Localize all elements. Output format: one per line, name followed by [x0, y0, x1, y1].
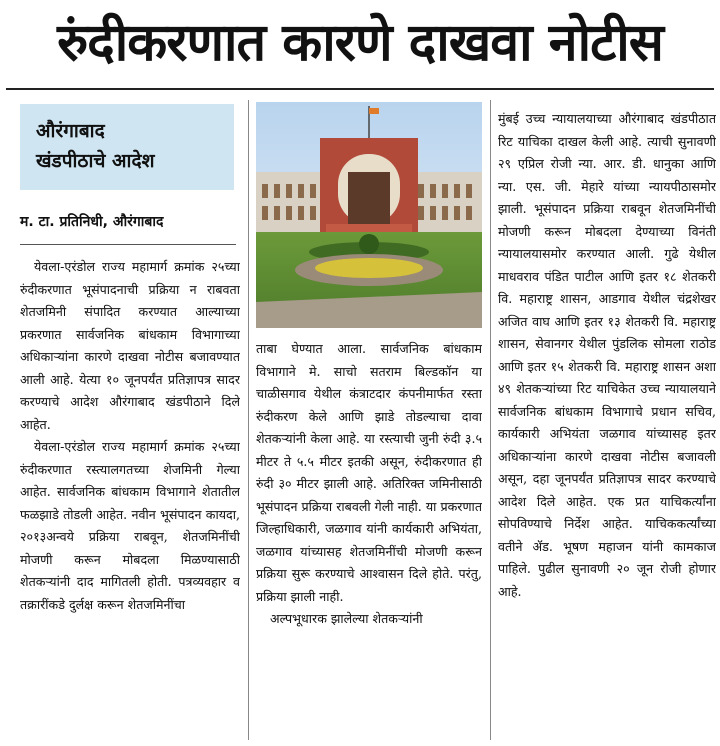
- article-column-3: [498, 108, 716, 744]
- kicker-line-1: औरंगाबाद: [36, 120, 105, 142]
- column-divider-2: [490, 100, 491, 740]
- article-column-2: [256, 338, 482, 744]
- kicker-box: [20, 104, 234, 190]
- high-court-building-photo: [256, 102, 482, 328]
- byline: म. टा. प्रतिनिधी, औरंगाबाद: [20, 214, 164, 230]
- headline-divider: [6, 88, 714, 90]
- headline: रुंदीकरणात कारणे दाखवा नोटीस: [57, 13, 663, 73]
- column2-paragraph-1: ताबा घेण्यात आला. सार्वजनिक बांधकाम विभागाने मे. साचो सतराम बिल्डकॉन या चाळीसगाव येथील कंत्राटदार कंपनीमार्फत रस्ता रुंदीकरण केले आणि झाडे तोडल्याचा दावा शेतकऱ्यांनी केला आहे. या रस्त्याची जुनी रुंदी ३.५ मीटर ते ५.५ मीटर इतकी असून, रुंदीकरणात ही रुंदी ३० मीटर झाली आहे. अतिरिक्त जमिनीसाठी भूसंपादन प्रक्रिया राबवली गेली नाही. या प्रकरणात जिल्हाधिकारी, जळगाव यांनी कार्यकारी अभियंता, जळगाव यांच्यासह शेतजमिनींची मोजणी करून प्रक्रिया सुरू करण्याचे आश्वासन दिले होते. परंतु, प्रक्रिया झाली नाही.: [256, 341, 482, 604]
- column1-paragraph-1: येवला-एरंडोल राज्य महामार्ग क्रमांक २५च्या रुंदीकरणात भूसंपादनाची प्रक्रिया न राबवता शेतजमिनी संपादित करण्यात आल्याच्या प्रकरणात सार्वजनिक बांधकाम विभागाच्या अधिकाऱ्यांना कारणे दाखवा नोटीस बजावण्यात आली आहे. येत्या १० जूनपर्यंत प्रतिज्ञापत्र सादर करण्याचे आदेश औरंगाबाद खंडपीठाने दिले आहेत.: [20, 259, 240, 432]
- kicker-line-2: खंडपीठाचे आदेश: [36, 150, 155, 172]
- byline-divider: [20, 244, 236, 245]
- column3-paragraph-1: मुंबई उच्च न्यायालयाच्या औरंगाबाद खंडपीठात रिट याचिका दाखल केली आहे. त्याची सुनावणी २९ एप्रिल रोजी न्या. आर. डी. धानुका आणि न्या. एस. जी. मेहारे यांच्या न्यायपीठासमोर झाली. भूसंपादन प्रक्रिया राबवून शेतजमिनींची मोजणी करून मोबदला देण्याच्या विनंती न्यायालयासमोर करण्यात आली. गुढे येथील माधवराव पंडित पाटील आणि इतर १८ शेतकरी वि. महाराष्ट्र शासन, आडगाव येथील चंद्रशेखर अजित वाघ आणि इतर १३ शेतकरी वि. महाराष्ट्र शासन, सेवानगर येथील पुंडलिक सोमला राठोड आणि इतर १५ शेतकरी वि. महाराष्ट्र शासन अशा ४९ शेतकऱ्यांच्या रिट याचिकेत उच्च न्यायालयाने सार्वजनिक बांधकाम विभागाचे प्रधान सचिव, कार्यकारी अभियंता जळगाव यांच्यासह इतर अधिकाऱ्यांना कारणे दाखवा नोटीस बजावली असून, दहा जूनपर्यंत प्रतिज्ञापत्र सादर करण्याचे आदेश दिले आहेत. एक प्रत याचिकर्त्यांना सोपविण्याचे निर्देश आहेत. याचिककर्त्यांच्या वतीने ॲड. भूषण महाजन यांनी कामकाज पाहिले. पुढील सुनावणी २० जून रोजी होणार आहे.: [498, 111, 716, 599]
- column1-paragraph-2: येवला-एरंडोल राज्य महामार्ग क्रमांक २५च्या रुंदीकरणात रस्त्यालगतच्या शेजमिनी गेल्या आहेत. सार्वजनिक बांधकाम विभागाने शेतातील फळझाडे तोडली आहेत. नवीन भूसंपादन कायदा, २०१३अन्वये प्रक्रिया राबवून, शेतजमिनींची मोजणी करून मोबदला मिळण्यासाठी शेतकऱ्यांनी दाद मागितली होती. पत्रव्यवहार व तक्रारींकडे दुर्लक्ष करून शेतजमिनींचा: [20, 439, 240, 612]
- column-divider-1: [248, 100, 249, 740]
- article-column-1: [20, 256, 240, 744]
- column2-paragraph-2: अल्पभूधारक झालेल्या शेतकऱ्यांनी: [270, 611, 423, 626]
